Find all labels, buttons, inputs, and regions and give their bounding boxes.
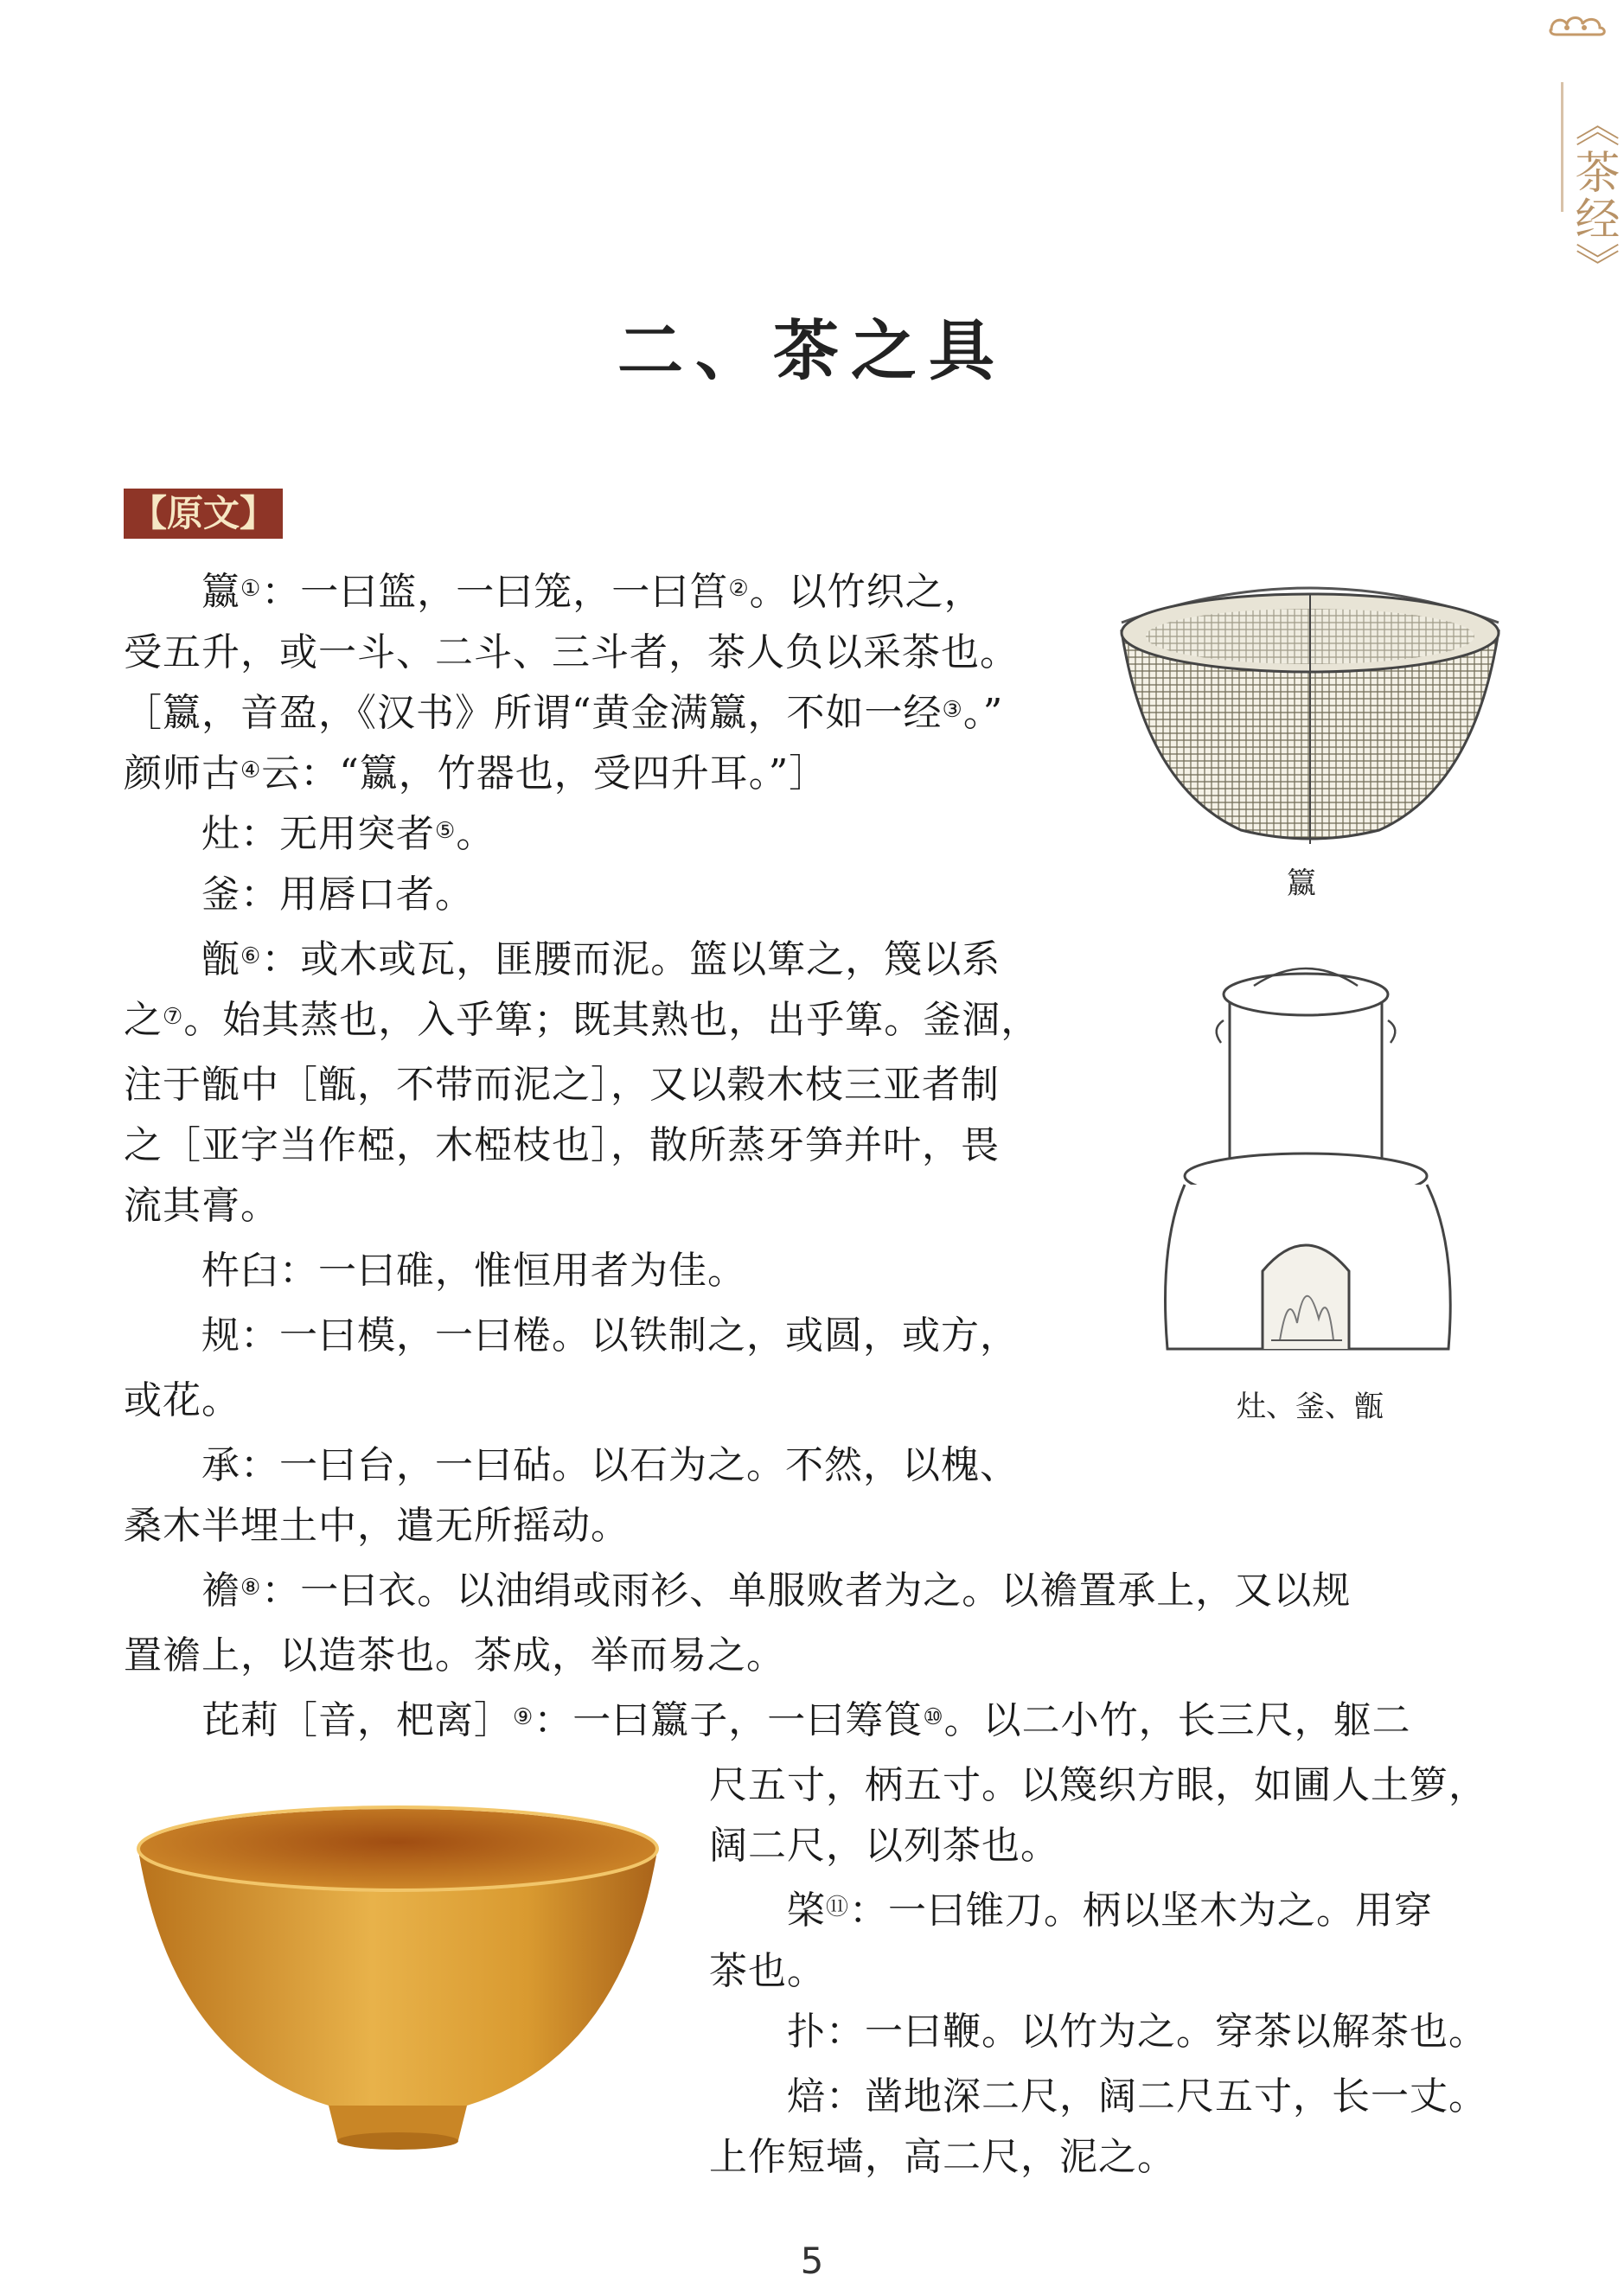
- note-marker: ⑧: [240, 1575, 262, 1601]
- text-segment: 。始其蒸也，入乎箄；既其熟也，出乎箄。釜涸，: [183, 998, 1040, 1042]
- note-marker: ⑩: [923, 1704, 944, 1730]
- text-line: [124, 1310, 1019, 1362]
- yellow-bowl-photo: [121, 1799, 675, 2162]
- text-line: [709, 1946, 826, 1997]
- text-segment: 甑: [124, 937, 240, 981]
- cloud-ornament-icon: [1548, 10, 1610, 40]
- basket-illustration: [1111, 571, 1509, 856]
- text-line: [709, 2071, 1487, 2123]
- text-line: [124, 1565, 1351, 1617]
- text-line: [124, 808, 495, 860]
- text-segment: 注于甑中［甑，不带而泥之］，又以榖木枝三亚者制: [124, 1063, 1000, 1107]
- text-segment: ：一曰籝子，一曰筹筤: [534, 1698, 924, 1742]
- text-segment: 桑木半埋土中，遣无所摇动。: [124, 1504, 630, 1548]
- text-line: [124, 1120, 1000, 1172]
- text-segment: 灶：无用突者: [124, 812, 435, 856]
- text-segment: ：一曰衣。以油绢或雨衫、单服败者为之。以襜置承上，又以规: [261, 1569, 1352, 1613]
- text-segment: 。”: [962, 691, 1004, 735]
- text-segment: 尺五寸，柄五寸。以篾织方眼，如圃人土箩，: [709, 1763, 1487, 1807]
- text-segment: 扑：一曰鞭。以竹为之。穿茶以解茶也。: [709, 2010, 1487, 2054]
- text-segment: 流其膏。: [124, 1184, 279, 1228]
- text-line: [124, 994, 1039, 1046]
- text-line: [124, 1695, 1411, 1747]
- stove-illustration: [1150, 960, 1470, 1358]
- text-line: [124, 1440, 1019, 1492]
- text-segment: 云：“籝，竹器也，受四升耳。”］: [261, 751, 828, 796]
- text-segment: 襜: [124, 1569, 240, 1613]
- text-segment: ：一曰篮，一曰笼，一曰筥: [261, 570, 729, 614]
- text-line: [709, 1885, 1433, 1937]
- text-segment: 之: [124, 998, 163, 1042]
- text-segment: 颜师古: [124, 751, 240, 796]
- text-line: [709, 1760, 1487, 1812]
- text-segment: 。: [456, 812, 496, 856]
- text-segment: 上作短墙，高二尺，泥之。: [709, 2135, 1176, 2179]
- header-rule: [1561, 82, 1563, 212]
- text-line: [124, 1245, 746, 1297]
- text-line: [709, 2006, 1487, 2058]
- text-line: [124, 627, 1019, 679]
- text-segment: 茶也。: [709, 1949, 826, 1993]
- page-number: 5: [800, 2240, 824, 2282]
- text-line: [124, 1500, 630, 1552]
- running-title: 《茶经》: [1567, 102, 1619, 289]
- text-segment: 之［亚字当作椏，木椏枝也］，散所蒸牙笋并叶，畏: [124, 1123, 1000, 1167]
- text-segment: 籝: [124, 570, 240, 614]
- text-segment: ［籝，音盈，《汉书》所谓“黄金满籝，不如一经: [124, 691, 943, 735]
- text-line: [124, 1630, 785, 1682]
- note-marker: ④: [240, 757, 262, 783]
- chapter-title: 二、茶之具: [617, 312, 1007, 389]
- text-segment: 或花。: [124, 1378, 240, 1422]
- text-line: [124, 934, 1001, 986]
- text-line: [124, 1059, 1000, 1111]
- text-segment: 受五升，或一斗、二斗、三斗者，茶人负以采茶也。: [124, 630, 1019, 674]
- text-line: [124, 1375, 240, 1427]
- text-segment: 。以二小竹，长三尺，躯二: [943, 1698, 1411, 1742]
- text-segment: 承：一曰台，一曰砧。以石为之。不然，以槐、: [124, 1443, 1019, 1487]
- text-segment: 。以竹织之，: [749, 570, 983, 614]
- text-segment: 棨: [709, 1889, 826, 1933]
- note-marker: ⑦: [163, 1004, 184, 1030]
- note-marker: ⑨: [513, 1704, 534, 1730]
- text-segment: 规：一曰模，一曰棬。以铁制之，或圆，或方，: [124, 1313, 1019, 1358]
- basket-caption: 籝: [1287, 866, 1316, 901]
- text-line: [124, 566, 983, 618]
- text-segment: 焙：凿地深二尺，阔二尺五寸，长一丈。: [709, 2074, 1487, 2119]
- text-line: [124, 687, 1003, 739]
- text-segment: 杵臼：一曰碓，惟恒用者为佳。: [124, 1249, 746, 1293]
- text-segment: ：或木或瓦，匪腰而泥。篮以箄之，篾以系: [261, 937, 1001, 981]
- stove-caption: 灶、釜、甑: [1237, 1390, 1384, 1424]
- text-segment: 置襜上，以造茶也。茶成，举而易之。: [124, 1633, 785, 1678]
- text-segment: ：一曰锥刀。柄以坚木为之。用穿: [849, 1889, 1434, 1933]
- text-line: [709, 1820, 1059, 1872]
- note-marker: ①: [240, 576, 262, 602]
- text-line: [124, 869, 474, 921]
- text-line: [124, 1180, 279, 1232]
- text-line: [124, 748, 828, 800]
- section-tag: 【原文】: [124, 489, 283, 539]
- text-segment: 阔二尺，以列茶也。: [709, 1824, 1059, 1868]
- note-marker: ⑤: [435, 818, 457, 844]
- text-segment: 釜：用唇口者。: [124, 872, 474, 917]
- note-marker: ⑪: [826, 1895, 850, 1921]
- note-marker: ⑥: [240, 943, 262, 969]
- note-marker: ③: [942, 697, 963, 723]
- note-marker: ②: [728, 576, 750, 602]
- text-line: [709, 2131, 1176, 2183]
- text-segment: 芘莉［音，杷离］: [124, 1698, 513, 1742]
